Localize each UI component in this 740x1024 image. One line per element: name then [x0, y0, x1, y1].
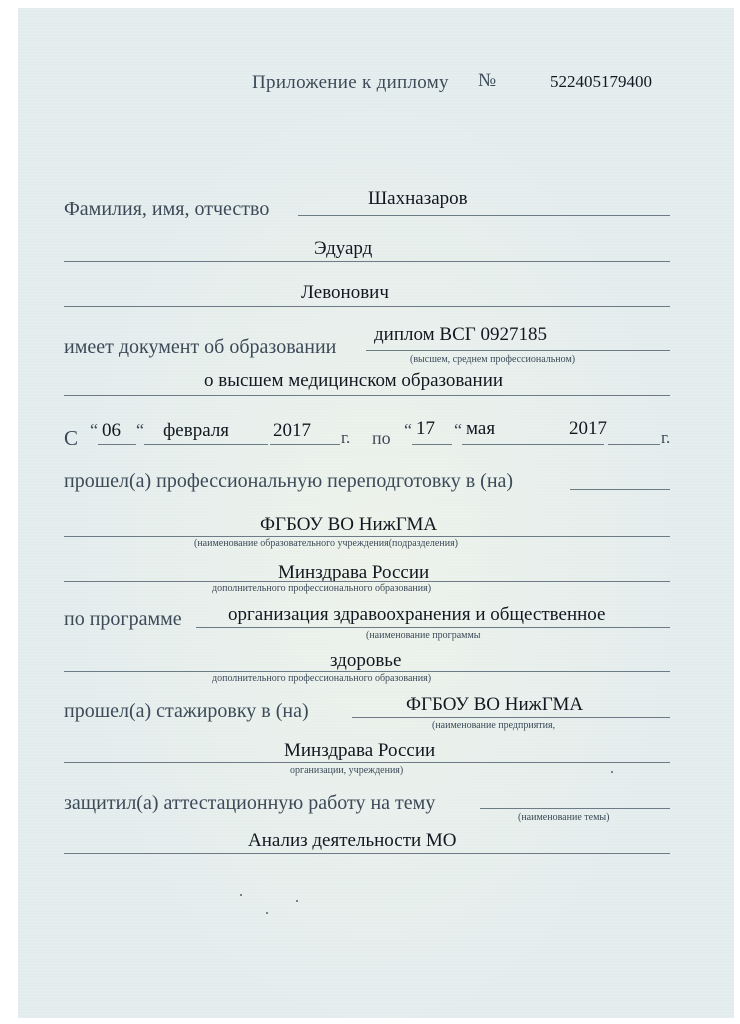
- first-name-line: [64, 261, 670, 262]
- program-name-line1: организация здравоохранения и общественное: [228, 604, 606, 625]
- period-from-month: февраля: [163, 420, 230, 441]
- full-name-label: Фамилия, имя, отчество: [64, 198, 270, 220]
- year-suffix-2: г.: [661, 428, 671, 447]
- open-quote-2: “: [404, 420, 412, 440]
- program-name-line2: здоровье: [330, 650, 402, 671]
- period-to-word: по: [372, 428, 391, 448]
- program-line-2: [64, 671, 670, 672]
- scan-speck: [611, 771, 613, 773]
- to-year-line: [608, 444, 660, 445]
- internship-label: прошел(а) стажировку в (на): [64, 700, 309, 722]
- patronymic-line: [64, 306, 670, 307]
- education-level-value: о высшем медицинском образовании: [204, 370, 504, 391]
- thesis-line: [480, 808, 670, 809]
- retraining-institution-line: [64, 536, 670, 537]
- internship-ministry-line: [64, 762, 670, 763]
- period-to-day: 17: [416, 418, 435, 439]
- retraining-ministry-caption: дополнительного профессионального образования): [212, 583, 432, 594]
- from-day-line: [98, 444, 136, 445]
- thesis-label: защитил(а) аттестационную работу на тему: [64, 792, 436, 814]
- from-month-line: [144, 444, 268, 445]
- from-year-line: [270, 444, 340, 445]
- retraining-institution-value: ФГБОУ ВО НижГМА: [260, 514, 438, 535]
- internship-place-line: [352, 717, 670, 718]
- patronymic-value: Левонович: [301, 282, 389, 303]
- year-suffix-1: г.: [341, 428, 351, 447]
- program-caption-2: дополнительного профессионального образования): [212, 673, 432, 684]
- education-label: имеет документ об образовании: [64, 336, 337, 358]
- surname-line: [298, 215, 670, 216]
- to-month-line: [462, 444, 604, 445]
- retraining-label: прошел(а) профессиональную переподготовку в (на): [64, 470, 514, 492]
- period-from-word: С: [64, 426, 79, 450]
- retraining-line: [570, 489, 670, 490]
- internship-ministry-value: Минздрава России: [284, 740, 436, 761]
- program-caption-1: (наименование программы: [366, 630, 481, 641]
- first-name-value: Эдуард: [314, 238, 373, 259]
- education-document-line: [366, 350, 670, 351]
- period-from-day: 06: [102, 420, 121, 441]
- program-line-1: [196, 627, 670, 628]
- retraining-institution-caption: (наименование образовательного учреждения(подразделения): [194, 538, 458, 549]
- diploma-supplement-page: [18, 8, 734, 1018]
- open-quote-1: “: [90, 420, 98, 440]
- retraining-ministry-value: Минздрава России: [278, 562, 430, 583]
- education-caption: (высшем, среднем профессиональном): [410, 354, 576, 365]
- period-to-month: мая: [466, 418, 496, 439]
- scan-speck: [240, 894, 242, 896]
- document-number: 522405179400: [550, 72, 652, 91]
- internship-ministry-caption: организации, учреждения): [290, 765, 404, 776]
- period-from-year: 2017: [273, 420, 311, 441]
- education-document-value: диплом ВСГ 0927185: [374, 324, 547, 345]
- scan-speck: [266, 912, 268, 914]
- to-day-line: [412, 444, 452, 445]
- thesis-topic-line: [64, 853, 670, 854]
- program-label: по программе: [64, 608, 182, 630]
- period-to-year: 2017: [569, 418, 607, 439]
- retraining-ministry-line: [64, 581, 670, 582]
- document-title: Приложение к диплому: [252, 72, 449, 93]
- education-level-line: [64, 395, 670, 396]
- number-sign: №: [478, 70, 497, 91]
- close-quote-1: “: [136, 420, 144, 440]
- thesis-caption: (наименование темы): [518, 812, 610, 823]
- internship-place-value: ФГБОУ ВО НижГМА: [406, 694, 584, 715]
- close-quote-2: “: [454, 420, 462, 440]
- thesis-topic-value: Анализ деятельности МО: [248, 830, 457, 851]
- scan-speck: [296, 900, 298, 902]
- internship-place-caption: (наименование предприятия,: [432, 720, 556, 731]
- surname-value: Шахназаров: [368, 188, 468, 209]
